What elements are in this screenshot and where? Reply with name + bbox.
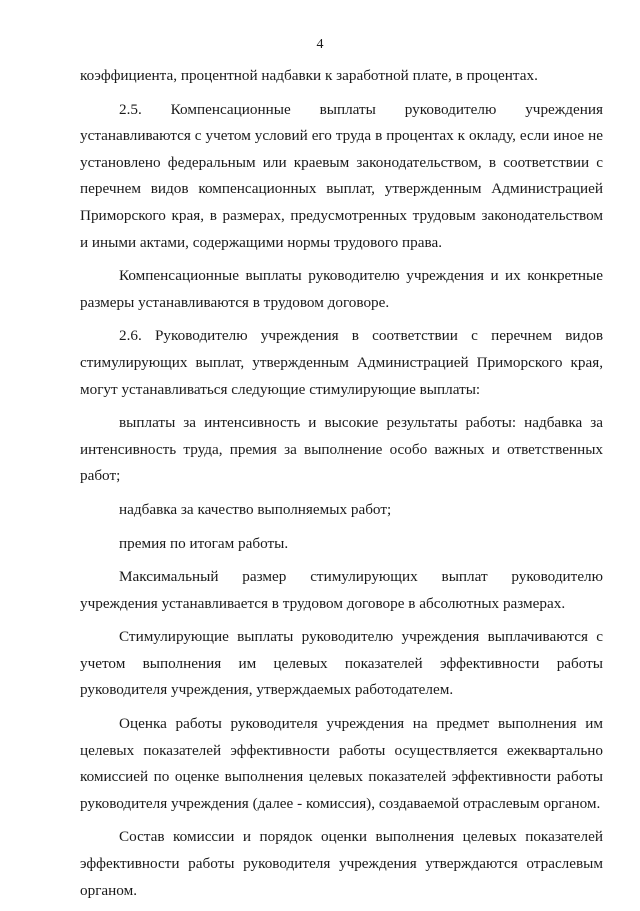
paragraph: коэффициента, процентной надбавки к заработной плате, в процентах. <box>80 67 538 84</box>
paragraph: Компенсационные выплаты руководителю учреждения и их конкретные размеры устанавливаются в трудовом договоре. <box>80 267 603 311</box>
paragraph: Оценка работы руководителя учреждения на предмет выполнения им целевых показателей эффективности работы осуществляется ежеквартально комиссией по оценке выполнения целевых показателей эффективности работы руководителя учреждения (далее - комиссия), создаваемой отраслевым органом. <box>80 715 603 812</box>
paragraph: 2.5. Компенсационные выплаты руководителю учреждения устанавливаются с учетом условий его труда в процентах к окладу, если иное не установлено федеральным или краевым законодательством, в соответствии с перечнем видов компенсационных выплат, утвержденным Администрацией Приморского края, в размерах, предусмотренных трудовым законодательством и иными актами, содержащими нормы трудового права. <box>80 100 603 251</box>
paragraph: 2.6. Руководителю учреждения в соответствии с перечнем видов стимулирующих выплат, утвержденным Администрацией Приморского края, могут устанавливаться следующие стимулирующие выплаты: <box>80 327 603 398</box>
paragraph: надбавка за качество выполняемых работ; <box>119 500 392 518</box>
paragraph: премия по итогам работы. <box>119 534 289 552</box>
paragraph: Состав комиссии и порядок оценки выполнения целевых показателей эффективности работы руководителя учреждения утверждаются отраслевым органом. <box>80 828 603 899</box>
page-number: 4 <box>316 37 324 52</box>
paragraph: выплаты за интенсивность и высокие результаты работы: надбавка за интенсивность труда, премия за выполнение особо важных и ответственных работ; <box>80 414 603 485</box>
paragraph: Стимулирующие выплаты руководителю учреждения выплачиваются с учетом выполнения им целевых показателей эффективности работы руководителя учреждения, утверждаемых работодателем. <box>80 628 603 699</box>
paragraph: Максимальный размер стимулирующих выплат руководителю учреждения устанавливается в трудовом договоре в абсолютных размерах. <box>80 568 603 612</box>
body-text <box>80 63 603 911</box>
